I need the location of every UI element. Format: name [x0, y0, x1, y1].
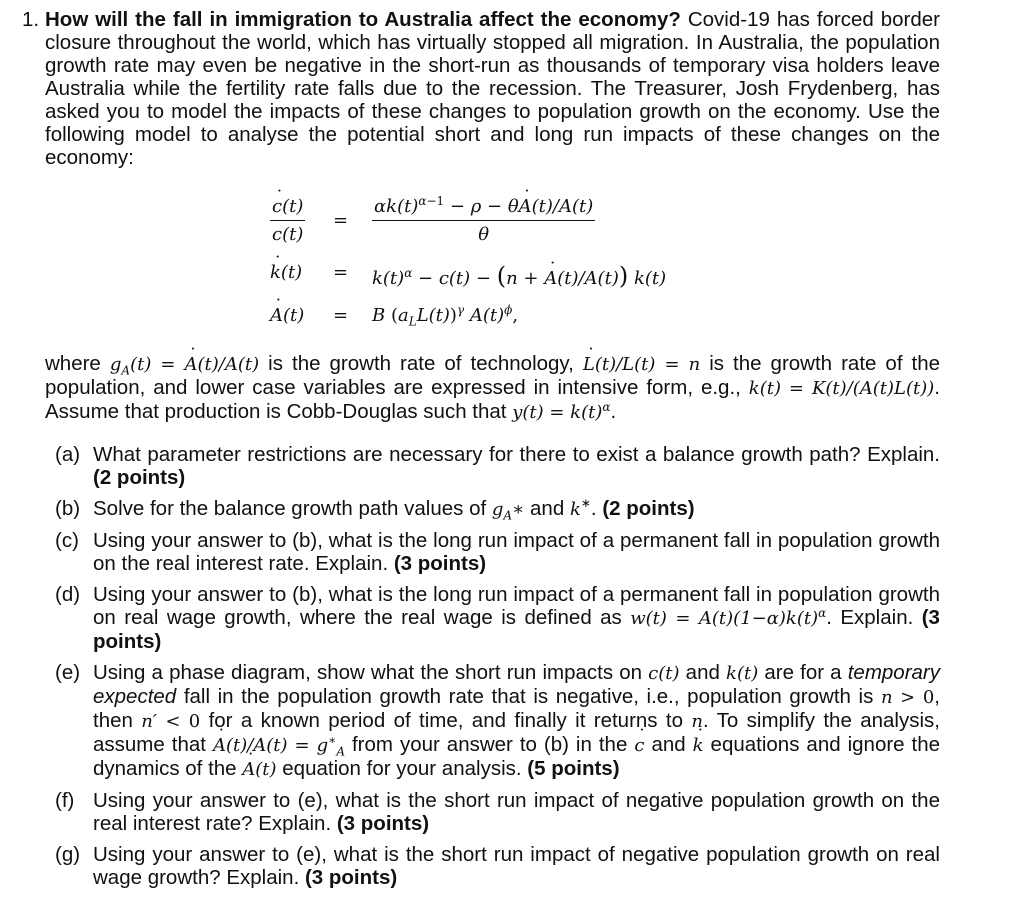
- question-intro-text: Covid-19 has forced border closure throughout the world, which has virtually stopped all migration. In Australia, the population growth rate may even be negative in the short-run as thousands of temporary visa holders leave Australia while the fertility rate falls due to the recession. The Treasurer, Josh Frydenberg, has asked you to model the impacts of these changes to population growth on the economy. Use the following model to analyse the potential short and long run impacts of these changes on the economy:: [45, 8, 940, 169]
- part-a: (a) What parameter restrictions are necessary for there to exist a balance growth path? Explain. (2 points): [55, 443, 940, 489]
- question-parts: [45, 443, 940, 897]
- equation-technology-rhs: B $(a_LL(t))^\gamma$ $A(t)^\phi$,: [372, 303, 519, 329]
- part-f: (f) Using your answer to (e), what is the short run impact of negative population growth on the real interest rate? Explain. (3 points): [55, 789, 940, 835]
- equation-capital-rhs: $k(t)^\alpha - c(t) - (n + A$ ˙(t)/A(t)) k(t): [372, 262, 666, 290]
- equation-consumption-rhs: $\frac{\alpha k(t)^{\alpha-1} - \rho - \theta A ˙(t)/A(t)}{\theta}$: [372, 196, 595, 245]
- equals-2: =: [333, 262, 349, 283]
- question-intro: [45, 8, 940, 169]
- model-explanation: where $g_A(t) = A$ ˙(t)/A(t) is the growth rate of technology, L ˙(t)/L(t) = n is the growth rate of the population, and lower case variables are expressed in intensive form, e.g., k(t) = K(t)/(A(t)L(t)). Assume that production is Cobb-Douglas such that $y(t) = k(t)^\alpha$.: [45, 352, 940, 424]
- equals-1: =: [333, 210, 349, 231]
- part-g: (g) Using your answer to (e), what is the short run impact of negative population growth on real wage growth? Explain. (3 points): [55, 843, 940, 889]
- equation-capital: k ˙(t): [270, 262, 302, 283]
- part-d: (d) Using your answer to (b), what is the long run impact of a permanent fall in population growth on real wage growth, where the real wage is defined as $w(t) = A(t)(1-\alpha)k(t)^\alpha$. Explain. (3 points): [55, 583, 940, 653]
- part-c: (c) Using your answer to (b), what is the long run impact of a permanent fall in population growth on the real interest rate. Explain. (3 points): [55, 529, 940, 575]
- question-title: How will the fall in immigration to Australia affect the economy?: [45, 8, 681, 31]
- equation-consumption: $\frac{c ˙(t)}{c(t)}$: [270, 196, 305, 245]
- part-e: (e) Using a phase diagram, show what the short run impacts on c(t) and k(t) are for a temporary expected fall in the population growth rate that is negative, i.e., population growth is n > 0, then n′ < 0 for a known period of time, and finally it returns to n. To simplify the analysis, assume that A ˙(t)/A(t) = $g^∗_A$ from your answer to (b) in the c ˙ and k ˙ equations and ignore the dynamics of the A ˙(t) equation for your analysis. (5 points): [45, 661, 940, 781]
- equation-technology: A ˙(t): [270, 305, 304, 326]
- equals-3: =: [333, 305, 349, 326]
- part-b: (b) Solve for the balance growth path values of $g_A∗$ and k∗. (2 points): [55, 496, 695, 523]
- question-number: 1.: [22, 8, 40, 31]
